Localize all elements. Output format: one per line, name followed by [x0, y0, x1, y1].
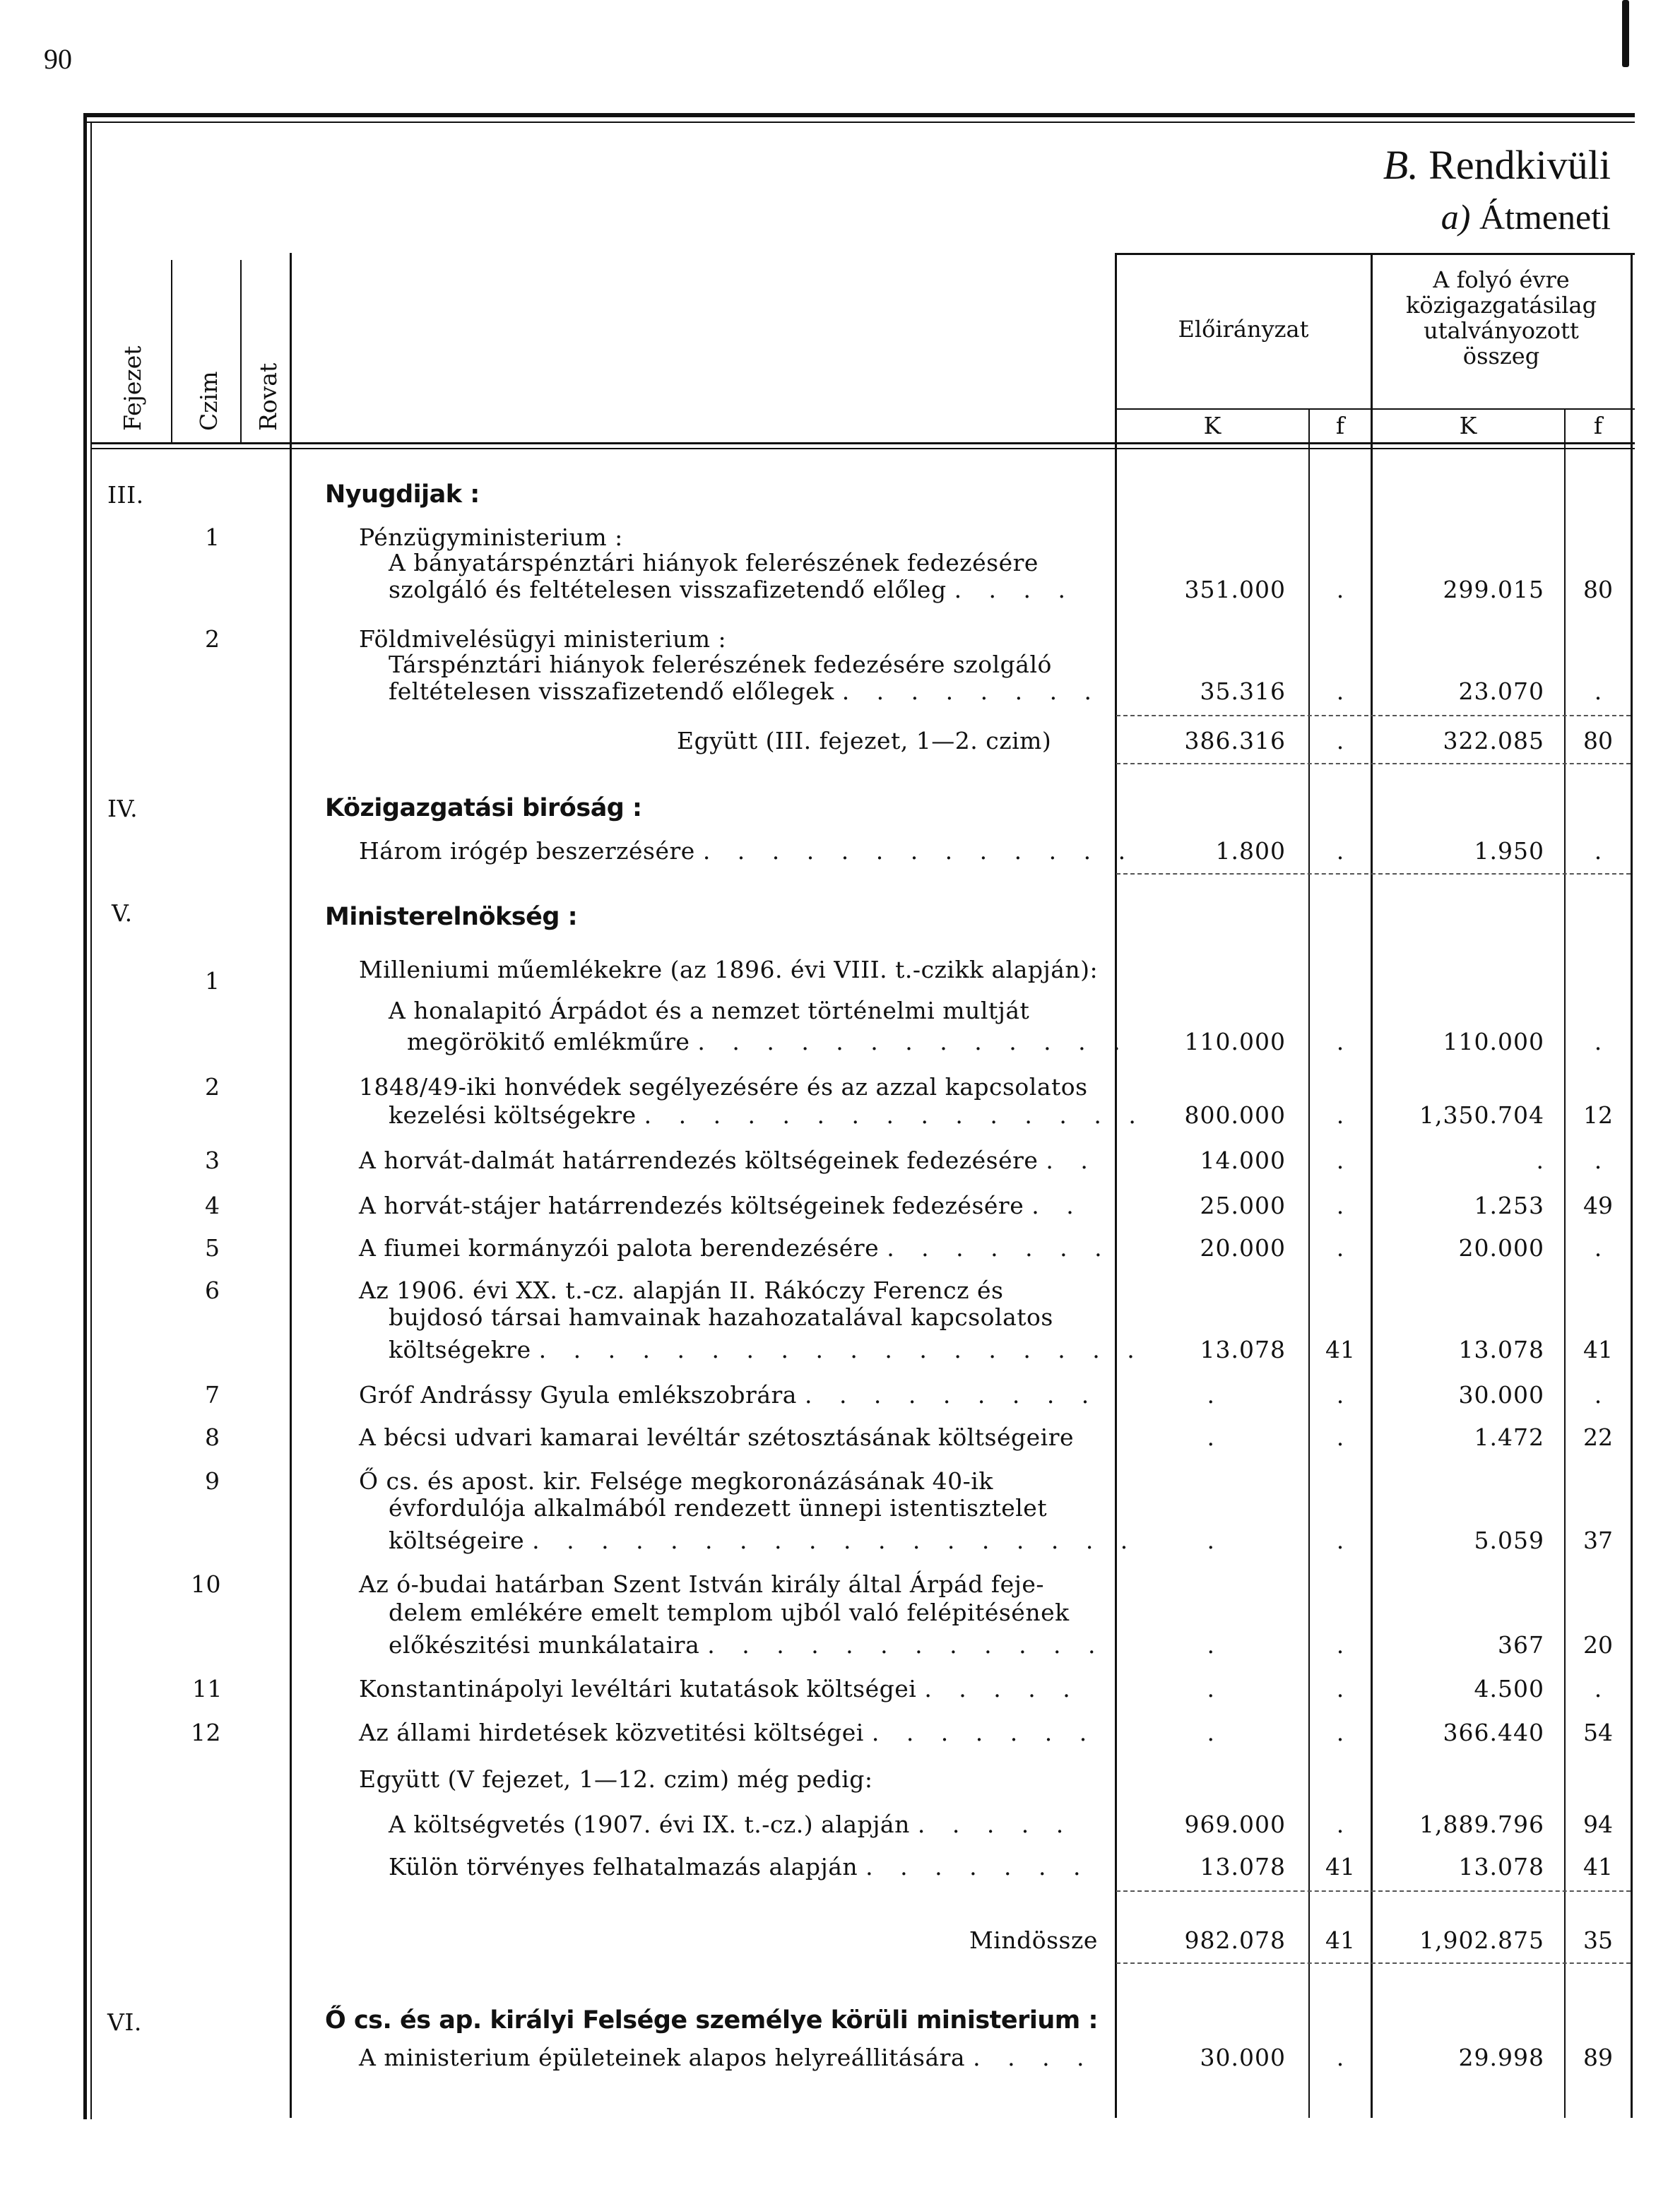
row-text-main: Külön törvényes felhatalmazás alapján — [389, 1853, 858, 1881]
czim-number: 2 — [205, 1073, 220, 1101]
fejezet-label: VI. — [107, 2008, 142, 2036]
leader-dots: . . . . . — [917, 1811, 1074, 1838]
row-text-main: Az állami hirdetések közvetitési költségei — [359, 1719, 864, 1746]
row-text-main: szolgáló és feltételesen visszafizetendő előleg — [389, 576, 947, 603]
row-text: A bécsi udvari kamarai levéltár szétosztásának költségeire — [359, 1423, 1075, 1451]
section-prefix: B. — [1383, 142, 1419, 188]
col-header-folyo-line4: összeg — [1462, 343, 1540, 369]
folyo-f-value: 80 — [1583, 727, 1613, 754]
row-text: bujdosó társai hamvainak hazahozatalával kapcsolatos — [389, 1303, 1053, 1331]
row-text-main: feltételesen visszafizetendő előlegek — [389, 677, 834, 705]
col-header-f2: f — [1593, 412, 1603, 439]
leader-dots: . . . . . — [924, 1675, 1080, 1702]
row-text — [407, 1030, 1130, 1054]
eloir-k-value: 13.078 — [1200, 1336, 1286, 1363]
folyo-k-value: 4.500 — [1474, 1675, 1544, 1702]
section-title-ministerelnokseg: Ministerelnökség : — [325, 903, 578, 931]
eloir-f-value: 41 — [1325, 1926, 1355, 1954]
folyo-k-value: 13.078 — [1458, 1336, 1544, 1363]
eloir-f-value: . — [1336, 1631, 1344, 1659]
folyo-f-value: 49 — [1583, 1192, 1613, 1219]
folyo-f-value: 41 — [1583, 1853, 1613, 1881]
row-text — [389, 677, 1102, 705]
section-title-nyugdijak: Nyugdijak : — [325, 480, 480, 509]
eloir-f-value: . — [1336, 1234, 1344, 1262]
row-text: Pénzügyministerium : — [359, 523, 623, 551]
eloir-k-value: . — [1207, 1631, 1215, 1659]
col-header-folyo-line3: utalványozott — [1424, 317, 1579, 344]
row-text — [359, 839, 1135, 863]
leader-dots: . . . . . . . . — [841, 677, 1102, 705]
row-text: Társpénztári hiányok felerészének fedezésére szolgáló — [389, 651, 1052, 678]
subtotal-rule — [1116, 715, 1631, 716]
row-text-main: megörökitő emlékműre — [407, 1028, 690, 1055]
leader-dots: . . . . . . . — [887, 1234, 1112, 1262]
eloir-f-value: . — [1336, 1527, 1344, 1554]
col-line-text — [290, 253, 292, 2118]
folyo-k-value: 1.950 — [1474, 837, 1544, 865]
row-text: A bányatárspénztári hiányok felerészének fedezésére — [389, 549, 1039, 576]
subtotal-rule — [1116, 763, 1631, 764]
row-text — [389, 1103, 1146, 1127]
row-text — [359, 1236, 1112, 1260]
col-header-k1: K — [1203, 412, 1221, 439]
folyo-f-value: . — [1594, 1381, 1602, 1409]
eloir-k-value: 351.000 — [1184, 576, 1286, 603]
eloir-k-value: 800.000 — [1184, 1101, 1286, 1129]
czim-number: 2 — [205, 625, 220, 653]
row-text — [359, 1721, 1096, 1745]
row-text-main: A fiumei kormányzói palota berendezésére — [359, 1234, 880, 1262]
folyo-f-value: 94 — [1583, 1811, 1613, 1838]
row-text — [389, 1855, 1091, 1879]
eloir-k-value: 110.000 — [1184, 1028, 1286, 1055]
row-text — [359, 1677, 1080, 1701]
eloir-k-value: 1.800 — [1215, 837, 1286, 865]
row-text — [389, 1338, 1144, 1362]
czim-number: 8 — [205, 1423, 220, 1451]
col-header-czim: Czim — [195, 371, 223, 431]
folyo-f-value: . — [1594, 1234, 1602, 1262]
subtotal-label: Együtt (III. fejezet, 1—2. czim) — [677, 727, 1052, 754]
czim-number: 3 — [205, 1147, 220, 1174]
eloir-k-value: . — [1207, 1527, 1215, 1554]
row-text-main: A horvát-dalmát határrendezés költségeinek fedezésére — [359, 1147, 1039, 1174]
subsection-prefix: a) — [1441, 197, 1471, 237]
section-title-kozigazgatasi: Közigazgatási biróság : — [325, 794, 642, 822]
leader-dots: . . — [1031, 1192, 1084, 1219]
top-rule — [83, 113, 1635, 117]
folyo-k-value: 1,902.875 — [1419, 1926, 1544, 1954]
row-text: Az ó-budai határban Szent István király által Árpád feje- — [359, 1570, 1045, 1598]
section-subheading — [1441, 196, 1611, 237]
row-text: Ő cs. és apost. kir. Felsége megkoronázásának 40-ik — [359, 1467, 993, 1495]
leader-dots: . . . . — [954, 576, 1076, 603]
eloir-k-value: 14.000 — [1200, 1147, 1286, 1174]
folyo-k-value: 23.070 — [1458, 677, 1544, 705]
eloir-f-value: . — [1336, 1811, 1344, 1838]
row-text — [359, 1383, 1099, 1407]
eloir-k-value: . — [1207, 1675, 1215, 1702]
eloir-f-value: . — [1336, 1719, 1344, 1746]
folyo-f-value: 89 — [1583, 2044, 1613, 2071]
folyo-f-value: 37 — [1583, 1527, 1613, 1554]
subtotal-heading: Együtt (V fejezet, 1—12. czim) még pedig: — [359, 1765, 873, 1793]
row-text-main: A ministerium épületeinek alapos helyreállitására — [359, 2044, 966, 2071]
eloir-k-value: . — [1207, 1423, 1215, 1451]
eloir-k-value: 20.000 — [1200, 1234, 1286, 1262]
edge-mark — [1622, 0, 1629, 67]
row-text: évfordulója alkalmából rendezett ünnepi istentisztelet — [389, 1494, 1048, 1522]
folyo-k-value: 110.000 — [1443, 1028, 1544, 1055]
col-header-folyo — [1372, 267, 1631, 369]
row-text — [389, 1633, 1106, 1657]
leader-dots: . . . . . . . . . — [804, 1381, 1099, 1409]
fejezet-label: III. — [107, 481, 144, 509]
eloir-f-value: . — [1336, 576, 1344, 603]
eloir-f-value: . — [1336, 1147, 1344, 1174]
leader-dots: . . . . . . . . . . . . . — [697, 1028, 1130, 1055]
leader-dots: . . . . . . . — [871, 1719, 1097, 1746]
row-text: Az 1906. évi XX. t.-cz. alapján II. Rákóczy Ferencz és — [359, 1277, 1004, 1304]
total-rule — [1116, 1890, 1631, 1892]
eloir-f-value: . — [1336, 1192, 1344, 1219]
leader-dots: . . . . — [973, 2044, 1094, 2071]
eloir-k-value: 13.078 — [1200, 1853, 1286, 1881]
eloir-f-value: . — [1336, 727, 1344, 754]
leader-dots: . . . . . . . . . . . . — [707, 1631, 1106, 1659]
section-rule — [1116, 873, 1631, 875]
col-line-folyo — [1371, 253, 1373, 2118]
total-rule — [1116, 1962, 1631, 1964]
eloir-f-value: . — [1336, 1675, 1344, 1702]
total-label: Mindössze — [969, 1926, 1098, 1954]
col-line-czim — [171, 260, 172, 442]
czim-number: 10 — [191, 1570, 221, 1598]
fejezet-label: V. — [112, 899, 133, 927]
folyo-k-value: 367 — [1498, 1631, 1544, 1659]
row-text — [359, 1149, 1098, 1173]
row-text-main: Három irógép beszerzésére — [359, 837, 695, 865]
folyo-k-value: 13.078 — [1458, 1853, 1544, 1881]
folyo-f-value: 20 — [1583, 1631, 1613, 1659]
folyo-f-value: . — [1594, 837, 1602, 865]
folyo-k-value: 5.059 — [1474, 1527, 1544, 1554]
czim-number: 6 — [205, 1277, 220, 1304]
eloir-f-value: 41 — [1325, 1336, 1355, 1363]
folyo-f-value: . — [1594, 677, 1602, 705]
folyo-f-value: . — [1594, 1147, 1602, 1174]
czim-number: 1 — [205, 523, 220, 551]
folyo-k-value: 30.000 — [1458, 1381, 1544, 1409]
eloir-k-value: . — [1207, 1381, 1215, 1409]
col-header-folyo-line1: A folyó évre — [1433, 266, 1570, 293]
row-text — [389, 1813, 1073, 1837]
row-text — [389, 1529, 1137, 1553]
eloir-f-value: . — [1336, 677, 1344, 705]
row-text: delem emlékére emelt templom ujból való felépitésének — [389, 1599, 1070, 1626]
folyo-k-value: 20.000 — [1458, 1234, 1544, 1262]
row-text — [359, 2046, 1094, 2070]
top-rule-inner — [83, 122, 1635, 123]
czim-number: 5 — [205, 1234, 220, 1262]
czim-number: 9 — [205, 1467, 220, 1495]
eloir-k-value: 969.000 — [1184, 1811, 1286, 1838]
row-text: A honalapitó Árpádot és a nemzet történelmi multját — [389, 997, 1030, 1024]
header-bottom-line-2 — [90, 448, 1635, 449]
eloir-k-value: . — [1207, 1719, 1215, 1746]
left-border-inner — [90, 122, 92, 2119]
eloir-f-value: . — [1336, 1381, 1344, 1409]
folyo-f-value: 41 — [1583, 1336, 1613, 1363]
folyo-f-value: 80 — [1583, 576, 1613, 603]
row-text-main: Gróf Andrássy Gyula emlékszobrára — [359, 1381, 797, 1409]
folyo-k-value: 1.472 — [1474, 1423, 1544, 1451]
fejezet-label: IV. — [107, 795, 138, 822]
folyo-f-value: 35 — [1583, 1926, 1613, 1954]
row-text-main: költségekre — [389, 1336, 531, 1363]
row-text: 1848/49-iki honvédek segélyezésére és az azzal kapcsolatos — [359, 1073, 1088, 1101]
eloir-f-value: . — [1336, 2044, 1344, 2071]
eloir-k-value: 386.316 — [1184, 727, 1286, 754]
left-border — [83, 113, 87, 2119]
row-text — [359, 1194, 1084, 1218]
row-text-main: kezelési költségekre — [389, 1101, 637, 1129]
folyo-f-value: 12 — [1583, 1101, 1613, 1129]
czim-number: 1 — [205, 967, 220, 995]
leader-dots: . . . . . . . — [865, 1853, 1091, 1881]
folyo-f-value: 54 — [1583, 1719, 1613, 1746]
czim-number: 12 — [191, 1719, 221, 1746]
folyo-k-value: 1,889.796 — [1419, 1811, 1544, 1838]
col-line-eloir — [1115, 253, 1117, 2118]
folyo-k-value: 29.998 — [1458, 2044, 1544, 2071]
page-number: 90 — [44, 43, 72, 75]
col-header-rovat: Rovat — [254, 362, 282, 431]
folyo-k-value: . — [1536, 1147, 1544, 1174]
row-text — [389, 578, 1075, 602]
col-header-f1: f — [1335, 412, 1345, 439]
col-header-fejezet: Fejezet — [119, 345, 146, 431]
folyo-k-value: 366.440 — [1443, 1719, 1544, 1746]
eloir-f-value: 41 — [1325, 1853, 1355, 1881]
header-sub-line — [1115, 408, 1635, 410]
row-text: Földmivelésügyi ministerium : — [359, 625, 727, 653]
row-text-main: Konstantinápolyi levéltári kutatások költségei — [359, 1675, 917, 1702]
eloir-f-value: . — [1336, 837, 1344, 865]
header-bottom-line — [90, 442, 1635, 444]
eloir-f-value: . — [1336, 1101, 1344, 1129]
eloir-k-value: 982.078 — [1184, 1926, 1286, 1954]
col-header-k2: K — [1459, 412, 1477, 439]
row-text-main: költségeire — [389, 1527, 525, 1554]
czim-number: 11 — [192, 1675, 223, 1702]
eloir-k-value: 30.000 — [1200, 2044, 1286, 2071]
col-header-eloiranyzat: Előirányzat — [1178, 316, 1309, 343]
leader-dots: . . . . . . . . . . . . . . . . . . — [538, 1336, 1144, 1363]
czim-number: 7 — [205, 1381, 220, 1409]
leader-dots: . . . . . . . . . . . . . — [702, 837, 1136, 865]
row-text-main: előkészitési munkálataira — [389, 1631, 700, 1659]
folyo-f-value: 22 — [1583, 1423, 1613, 1451]
row-text-main: A horvát-stájer határrendezés költségeinek fedezésére — [359, 1192, 1024, 1219]
col-line-rovat — [240, 260, 242, 442]
folyo-k-value: 322.085 — [1443, 727, 1544, 754]
leader-dots: . . . . . . . . . . . . . . . — [644, 1101, 1146, 1129]
eloir-k-value: 35.316 — [1200, 677, 1286, 705]
leader-dots: . . . . . . . . . . . . . . . . . . — [532, 1527, 1138, 1554]
section-title-kiralyi: Ő cs. és ap. királyi Felsége személye körüli ministerium : — [325, 2006, 1098, 2035]
section-title: Rendkivüli — [1428, 142, 1611, 188]
folyo-f-value: . — [1594, 1675, 1602, 1702]
col-line-right — [1631, 253, 1633, 2118]
col-header-folyo-line2: közigazgatásilag — [1405, 292, 1597, 319]
eloir-f-value: . — [1336, 1423, 1344, 1451]
czim-number: 4 — [205, 1192, 220, 1219]
header-top-right — [1115, 253, 1635, 255]
folyo-f-value: . — [1594, 1028, 1602, 1055]
subsection-title: Átmeneti — [1479, 197, 1611, 237]
section-heading — [1383, 141, 1611, 189]
folyo-k-value: 1,350.704 — [1419, 1101, 1544, 1129]
leader-dots: . . — [1046, 1147, 1098, 1174]
row-text-main: A költségvetés (1907. évi IX. t.-cz.) alapján — [389, 1811, 910, 1838]
folyo-k-value: 1.253 — [1474, 1192, 1544, 1219]
folyo-k-value: 299.015 — [1443, 576, 1544, 603]
eloir-k-value: 25.000 — [1200, 1192, 1286, 1219]
eloir-f-value: . — [1336, 1028, 1344, 1055]
row-text: Milleniumi műemlékekre (az 1896. évi VIII. t.-czikk alapján): — [359, 956, 1099, 983]
